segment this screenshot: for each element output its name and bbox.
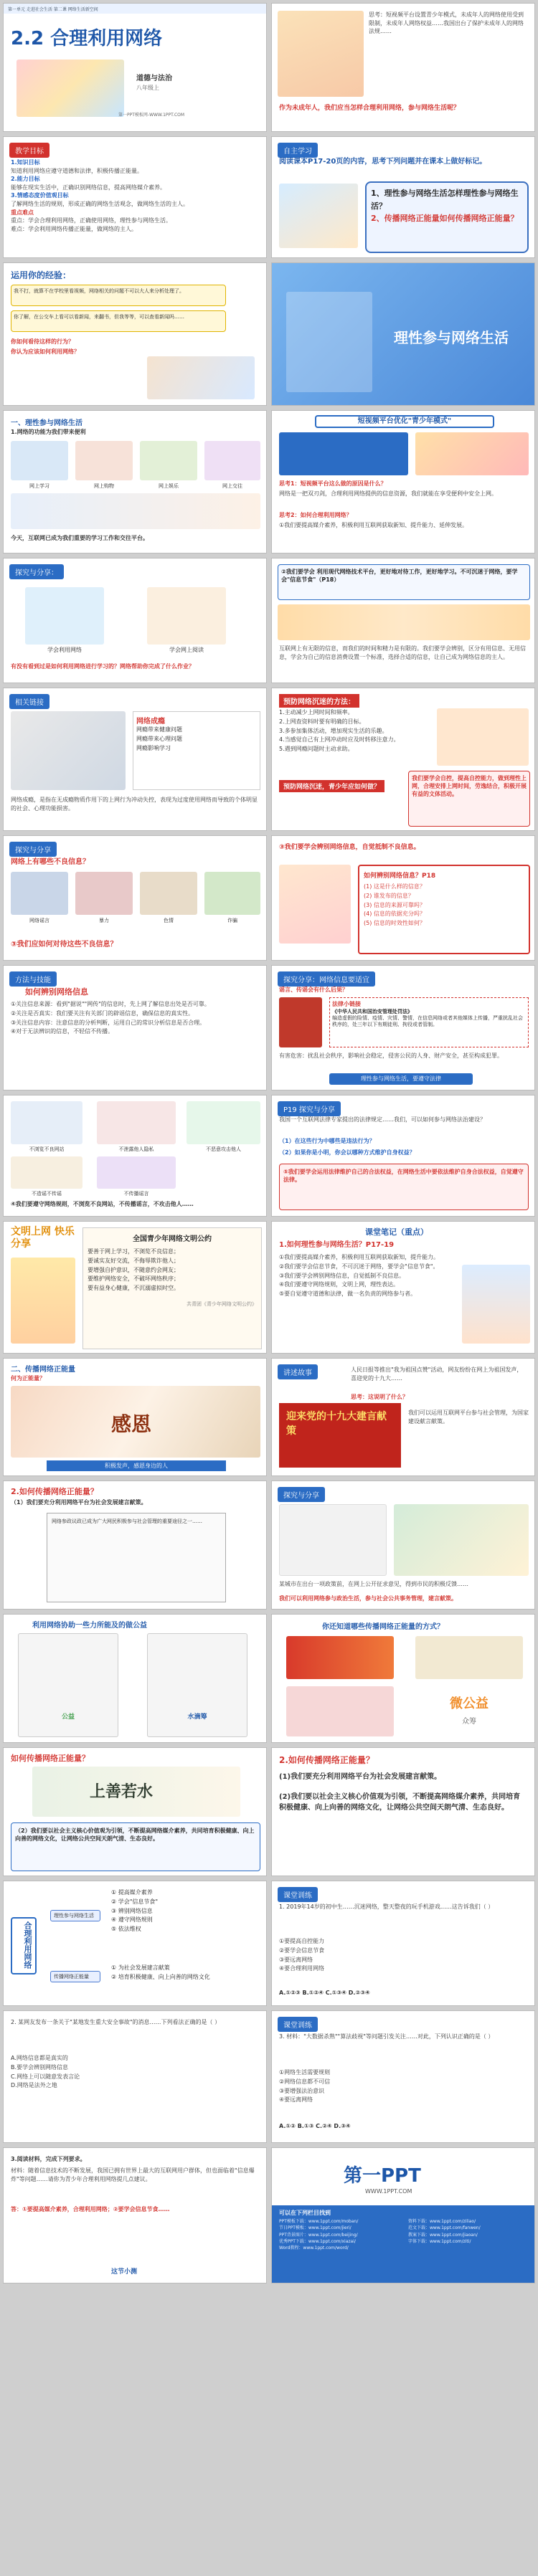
- news-panel: [279, 432, 408, 475]
- chapter-bar: 第一单元 走进社会生活 第二课 网络生活新空间: [4, 4, 266, 14]
- mindmap-leaf: ① 提高媒介素养: [111, 1889, 153, 1896]
- illustration-student: [462, 1265, 530, 1344]
- law-banner: 理性参与网络生活，要遵守法律: [329, 1073, 473, 1085]
- share-answer: 我们可以利用网络参与政治生活，参与社会公共事务管理，建言献策。: [279, 1595, 457, 1602]
- notes2-title: 2.如何传播网络正能量？: [279, 1755, 374, 1765]
- method-title: 如何辨别网络信息: [25, 987, 88, 997]
- practice-question: 1. 2019年14岁的初中生……沉迷网络，整天整夜的玩手机游戏……这告诉我们（ ）: [279, 1904, 494, 1910]
- slide-self-study: [271, 136, 535, 258]
- obj-line: 了解网络生活的规则，形成正确的网络生活观念，做网络生活的主人。: [11, 200, 189, 207]
- slide-title: [3, 3, 267, 132]
- mindmap-leaf: ④ 遵守网络规则: [111, 1916, 153, 1924]
- prevent-item: 4.当感觉自己有上网冲动时应及时转移注意力。: [279, 736, 400, 743]
- reading-answer: 答：①要提高媒介素养，合理利用网络；②要学会信息节食……: [11, 2206, 170, 2213]
- practice3-option: ①网络生活需要规则: [279, 2069, 331, 2076]
- slide-mindmap: [3, 1881, 267, 2006]
- slide-reading-task: [3, 2147, 267, 2283]
- obj-line: 3.情感态度价值观目标: [11, 192, 69, 199]
- illustration-thinking: [279, 865, 351, 944]
- mindmap-branch-2: 传播网络正能量: [50, 1971, 100, 1982]
- welfare-title: 利用网络协助一些力所能及的做公益: [32, 1622, 147, 1630]
- convention-line: 要增强自护意识，不随意约会网友；: [88, 1266, 179, 1273]
- slide-teen-mode: [271, 410, 535, 553]
- intro-text: 思考：短视频平台设置青少年模式，未成年人的网络使用受到限制，未成年人网络权益……我国出台了保护未成年人的网络法规……: [369, 11, 524, 35]
- slide-addiction: [3, 688, 267, 831]
- addiction-effect: 网瘾带来健康问题: [136, 726, 182, 733]
- addiction-effect: 网瘾影响学习: [136, 744, 171, 751]
- brand-logo: 第一PPT: [344, 2165, 421, 2187]
- img-rule-1: [11, 1101, 82, 1144]
- law-link-box: [329, 997, 529, 1047]
- addiction-panel: [133, 711, 260, 790]
- photo-online-shopping: [75, 441, 133, 480]
- illustration-online-learning: [25, 587, 104, 645]
- prevent-answer: 我们要学会自控，提高自控能力，做到理性上网，合理安排上网时间，劳逸结合，积极开展有益的文体活动。: [408, 771, 530, 827]
- img-welfare-2: [415, 1636, 523, 1679]
- spread-document: 网络参政议政已成为广大网民积极参与社会管理的重要途径之一……: [47, 1513, 226, 1602]
- illustration-phone: [278, 11, 364, 97]
- brand-links-panel: [272, 2205, 534, 2283]
- prevent-item: 2.上网查资料时要有明确的目标。: [279, 718, 365, 725]
- rumor-question: 谣言、传谣会有什么后果？: [279, 987, 348, 993]
- slide-practice-3: [271, 2010, 535, 2143]
- practice-option: ④要合理利用网络: [279, 1965, 325, 1972]
- brand-link[interactable]: PPT背景图片：www.1ppt.com/beijing/: [279, 2232, 358, 2238]
- objectives-list: [11, 158, 259, 233]
- notes-list: [279, 1253, 451, 1299]
- practice3-question: 3. 材料："大数据杀熟""算法歧视"等问题引发关注……对此，下列认识正确的是（ ）: [279, 2033, 494, 2040]
- img-rule-2: [97, 1101, 176, 1144]
- slide-convention: [3, 1221, 267, 1354]
- explore-tab: 探究与分享：: [9, 564, 64, 579]
- label-rule-5: 不传播谣言: [123, 1191, 149, 1197]
- rights-tab: P19 探究与分享: [278, 1101, 341, 1116]
- convention-line: 要维护网络安全，不破坏网络秩序；: [88, 1275, 179, 1283]
- label-rule-2: 不泄露他人隐私: [118, 1146, 154, 1152]
- other-ways-question: 你还知道哪些传播网络正能量的方式？: [322, 1623, 444, 1631]
- convention-line: 要有益身心健康，不沉溺虚拟时空。: [88, 1285, 179, 1292]
- brand-links-col-2: [408, 2218, 530, 2245]
- slide-notes-1: [271, 1221, 535, 1354]
- slide-positive-energy: [3, 1358, 267, 1476]
- gratitude-caption: 积极发声，感恩身边的人: [47, 1460, 226, 1471]
- law-text: 编造虚假的险情、疫情、灾情、警情，在信息网络或者其他媒体上传播，严重扰乱社会秩序的，处三年以下有期徒刑、拘役或者管制。: [332, 1015, 523, 1028]
- brand-link[interactable]: 节日PPT模板：www.1ppt.com/jieri/: [279, 2225, 351, 2231]
- slide-rumor-law: [271, 965, 535, 1090]
- label-read: 学会网上阅读: [169, 647, 204, 653]
- practice2-question: 2. 某网友发布一条关于"某地发生重大安全事故"的消息……下列看法正确的是（ ）: [11, 2019, 221, 2025]
- objectives-tab: 教学目标: [9, 143, 49, 158]
- img-rule-3: [187, 1101, 260, 1144]
- phone-screen-1: [18, 1633, 118, 1737]
- rumor-tab: 探究分享：网络信息要适宜: [278, 971, 375, 987]
- illustration-document: [279, 1504, 387, 1576]
- illustration-cartoon: [11, 1258, 75, 1344]
- teen-q2: 思考2：如何合理利用网络？: [279, 512, 352, 518]
- spread-title: 2.如何传播网络正能量？: [11, 1487, 98, 1496]
- micro-welfare-logo: 微公益: [450, 1696, 489, 1711]
- teen-a2: ①我们要提高媒介素养，积极利用互联网获取新知、提升能力、延伸发展。: [279, 522, 468, 528]
- prevent-item: 1.主动减少上网时间和频率。: [279, 709, 354, 716]
- slide-notes-2: [271, 1747, 535, 1876]
- brand-link[interactable]: PPT模板下载：www.1ppt.com/moban/: [279, 2219, 359, 2224]
- mindmap-leaves-2: [111, 1964, 262, 1982]
- slide-info-diet: [271, 558, 535, 683]
- addiction-heading: 网络成瘾: [136, 718, 165, 726]
- practice2-option: A.网络信息都是真实的: [11, 2055, 68, 2061]
- slide-practice-1: [271, 1881, 535, 2006]
- obj-line: 知道利用网络应遵守道德和法律，积极传播正能量。: [11, 167, 143, 174]
- experience-title: 运用你的经验：: [11, 270, 72, 280]
- section-1-title: 一、理性参与网络生活: [11, 419, 82, 427]
- identify-item: (3) 信息的来源可靠吗？: [364, 901, 425, 908]
- grade-label: 八年级上: [136, 85, 159, 91]
- img-rule-5: [97, 1156, 176, 1189]
- practice-option: ①要提高自控能力: [279, 1938, 325, 1944]
- rules-summary: ④我们要遵守网络规则，不浏览不良网站，不传播谣言，不攻击他人……: [11, 1201, 194, 1207]
- bad-info-question-2: ③我们应如何对待这些不良信息？: [11, 941, 118, 949]
- practice3-choices: A.①② B.①③ C.②④ D.③④: [279, 2123, 351, 2129]
- photo-online-entertainment: [140, 441, 197, 480]
- label-porn: 色情: [164, 918, 174, 923]
- slide-how-spread-2: [3, 1747, 267, 1876]
- slide-public-welfare: [3, 1614, 267, 1743]
- practice3-option: ④要远离网络: [279, 2096, 313, 2104]
- practice3-option: ③要增强法治意识: [279, 2087, 325, 2094]
- law-book-image: [279, 997, 322, 1047]
- section-banner-title: 理性参与网络生活: [394, 329, 509, 346]
- section-2-sub: 何为正能量？: [11, 1375, 45, 1382]
- prevent-item: 3.多参加集体活动，增加现实生活的乐趣。: [279, 727, 388, 734]
- illustration-addiction: [11, 711, 126, 790]
- share-tab: 探究与分享: [278, 1487, 325, 1502]
- teen-mode-header: 短视频平台优化"青少年模式": [315, 415, 494, 428]
- label-study: 网上学习: [29, 483, 49, 489]
- teen-a1: 网络是一把双刃剑，合理利用网络提供的信息资源，我们就能在享受便利中安全上网。: [279, 490, 497, 497]
- mindmap-leaf: ⑤ 依法维权: [111, 1926, 141, 1933]
- brand-link[interactable]: 字体下载：www.1ppt.com/ziti/: [408, 2238, 471, 2244]
- convention-line: 要善于网上学习，不浏览不良信息；: [88, 1248, 179, 1255]
- label-fraud: 诈骗: [227, 918, 237, 923]
- label-rule-1: 不浏览不良网站: [29, 1146, 65, 1152]
- method-item: ④对于无法辨识的信息，不轻信不传播。: [11, 1028, 114, 1035]
- identify-item: (4) 信息的依据充分吗？: [364, 911, 425, 918]
- obj-line: 重点：学会合理利用网络，正确使用网络，理性参与网络生活。: [11, 217, 171, 224]
- brand-links-col-1: [279, 2218, 401, 2251]
- photo-online-study: [11, 441, 68, 480]
- identify-box-title: 如何辨别网络信息？P18: [364, 873, 436, 880]
- notes-item: ①我们要提高媒介素养，积极利用互联网获取新知，提升能力。: [279, 1254, 440, 1260]
- illustration-online-reading: [147, 587, 226, 645]
- illustration-children: [16, 60, 124, 117]
- slide-practice-2: [3, 2010, 267, 2143]
- phone-screen-2: [147, 1633, 247, 1737]
- intro-question: 作为未成年人，我们应当怎样合理利用网络，参与网络生活呢？: [279, 105, 461, 112]
- label-crowdfund: 水滴筹: [187, 1714, 207, 1721]
- law-name: 《中华人民共和国治安管理处罚法》: [332, 1009, 412, 1014]
- practice3-tab: 课堂训练: [278, 2017, 318, 2032]
- rights-q1: （1）在这些行为中哪些是违法行为？: [279, 1138, 375, 1144]
- slide-explore-learn: [3, 558, 267, 683]
- bad-info-question: 网络上有哪些不良信息？: [11, 858, 90, 866]
- identify-answer: ③我们要学会辨别网络信息，自觉抵制不良信息。: [279, 844, 420, 851]
- practice2-options: [11, 2054, 259, 2091]
- method-tab: 方法与技能: [9, 971, 57, 987]
- info-diet-text: 互联网上有无限的信息，而我们的时间和精力是有限的。我们要学会辨别，区分有用信息、无用信息，学会为自己的信息消费设置一个标准，选择合适的信息，让自己成为网络信息的主人。: [279, 645, 526, 660]
- mindmap-leaves-1: [111, 1888, 262, 1934]
- lesson-title: 2.2 合理利用网络: [11, 28, 163, 49]
- label-rumor: 网络谣言: [29, 918, 49, 923]
- img-porn: [140, 872, 197, 915]
- reading-text: 材料：随着信息技术的不断发展，我国已拥有世界上最大的互联网用户群体，但也面临着"信息爆炸"等问题……请你为青少年合理利用网络提几点建议。: [11, 2167, 255, 2182]
- slide-method-skills: [3, 965, 267, 1090]
- slide-network-functions: [3, 410, 267, 553]
- self-study-questions: [365, 181, 529, 253]
- convention-panel: [82, 1227, 262, 1349]
- identify-item: (2) 谁发布的信息？: [364, 892, 414, 899]
- prevent-item: 5.遇到网瘾问题时主动求助。: [279, 746, 354, 753]
- identify-item: (1) 这是什么样的信息？: [364, 883, 425, 890]
- story-answer: 我们可以运用互联网平台参与社会管理，为国家建设献言献策。: [408, 1410, 529, 1425]
- practice-choices: A.①②③ B.①②④ C.①③④ D.②③④: [279, 1990, 370, 1996]
- method-item: ②关注是否真实：我们要关注有关部门的辟谣信息，确保信息的真实性。: [11, 1009, 194, 1017]
- experience-q1: 你如何看待这样的行为？: [11, 338, 74, 345]
- brand-url: WWW.1PPT.COM: [365, 2188, 412, 2195]
- slide-identify-info: [271, 835, 535, 961]
- illustration-kids-phones: [147, 356, 255, 399]
- illustration-study: [279, 184, 358, 248]
- story-banner: 迎来党的十九大建言献策: [279, 1403, 401, 1468]
- practice2-option: D.网络是法外之地: [11, 2082, 57, 2089]
- slide-explore-share: [271, 1481, 535, 1610]
- practice3-option: ②网络信息都不可信: [279, 2078, 331, 2085]
- slide-other-ways: [271, 1614, 535, 1743]
- brand-header: [272, 2148, 534, 2205]
- brand-link[interactable]: 范文下载：www.1ppt.com/fanwen/: [408, 2225, 481, 2231]
- convention-line: 要诚实友好交流，不侮辱欺诈他人；: [88, 1257, 179, 1264]
- section-1-summary: 今天，互联网已成为我们重要的学习工作和交往平台。: [11, 535, 148, 541]
- notes-item: ③我们要学会辨别网络信息，自觉抵制不良信息。: [279, 1272, 405, 1279]
- method-item: ①关注信息来源：看到"据说""网传"的信息时，先上网了解信息出处是否可靠。: [11, 1001, 210, 1007]
- label-social: 网上交往: [222, 483, 242, 489]
- subject-label: 道德与法治: [136, 75, 172, 82]
- prevent-title: 预防网络沉迷的方法：: [279, 694, 359, 708]
- slide-ppt-brand: [271, 2147, 535, 2283]
- footer-text: 第一PPT模板网-WWW.1PPT.COM: [118, 113, 185, 118]
- spread-text: （1）我们要充分利用网络平台为社会发展建言献策。: [11, 1499, 147, 1506]
- prevent-highlight: 预防网络沉迷，青少年应如何做？: [279, 780, 384, 792]
- illustration-teen: [415, 432, 529, 475]
- notes2-a1: (1)我们要充分利用网络平台为社会发展建言献策。: [279, 1773, 442, 1781]
- label-rule-4: 不造谣不传谣: [32, 1191, 62, 1197]
- notes-item: ⑤要自觉遵守道德和法律，做一名负责的网络参与者。: [279, 1291, 417, 1298]
- slide-intro: [271, 3, 535, 132]
- practice-option: ③要远离网络: [279, 1956, 313, 1963]
- explore-question: 有没有看到过是如何利用网络进行学习的？网络帮助你完成了什么作业？: [11, 663, 194, 670]
- slide-experience: [3, 262, 267, 406]
- slide-how-spread-1: [3, 1481, 267, 1610]
- story-question: 思考：这说明了什么？: [351, 1394, 408, 1400]
- rights-text: 我国一个互联网法律专家提出的法律规定……我们，可以如何参与网络法治建设？: [279, 1116, 486, 1123]
- section-2-title: 二、传播网络正能量: [11, 1366, 75, 1374]
- mindmap-leaf: ① 为社会发展建言献策: [111, 1964, 170, 1971]
- crowdfund-label: 众筹: [462, 1718, 476, 1726]
- notes2-a2: (2)我们要以社会主义核心价值观为引领，不断提高网络媒介素养，共同培育积极健康、向上向善的网络文化，让网络公共空间天朗气清、生态良好。: [279, 1793, 521, 1812]
- rights-q2: （2）如果你是小明，你会以哪种方式维护自身权益？: [279, 1149, 415, 1156]
- mindmap-branch-1: 理性参与网络生活: [50, 1910, 100, 1921]
- label-shopping: 网上购物: [94, 483, 114, 489]
- illustration-kid-phone: [437, 708, 529, 766]
- brand-link[interactable]: 教案下载：www.1ppt.com/jiaoan/: [408, 2232, 478, 2238]
- obj-line: 1.知识目标: [11, 159, 40, 166]
- practice-options: [279, 1937, 527, 1974]
- prevent-list: [279, 708, 423, 754]
- practice-tab: 课堂训练: [278, 1887, 318, 1902]
- slide-story: [271, 1358, 535, 1476]
- label-rule-3: 不恶意攻击他人: [206, 1146, 241, 1152]
- img-fraud: [204, 872, 260, 915]
- mindmap-leaf: ② 学会"信息节食": [111, 1898, 159, 1905]
- method-item: ③关注信息内容：注意信息的分析判断，运用自己的常识分析信息是否合理。: [11, 1019, 206, 1026]
- illustration-students: [286, 292, 372, 392]
- reading-title: 3.阅读材料，完成下列要求。: [11, 2156, 86, 2162]
- slide-section-banner: [271, 262, 535, 406]
- practice3-options: [279, 2068, 527, 2105]
- mindmap-leaf: ③ 辨别网络信息: [111, 1907, 153, 1914]
- img-welfare-3: [286, 1686, 394, 1736]
- obj-line: 难点：学会利用网络传播正能量，做网络的主人。: [11, 225, 137, 232]
- label-violence: 暴力: [99, 918, 109, 923]
- story-tab: 讲述故事: [278, 1364, 318, 1379]
- obj-line: 2.能力目标: [11, 176, 40, 183]
- img-rule-4: [11, 1156, 82, 1189]
- related-link-tab: 相关链接: [9, 694, 49, 709]
- slide-network-rules: [3, 1095, 267, 1217]
- slide-prevent-addiction: [271, 688, 535, 831]
- img-welfare-1: [286, 1636, 394, 1679]
- info-diet-point: ②我们要学会 利用现代网络技术平台，更好地对待工作，更好地学习。不可沉迷于网络，要学会"信息节食"（P18）: [278, 564, 530, 600]
- reading-tip: 这节小测: [111, 2268, 138, 2276]
- photo-strip: [11, 493, 260, 529]
- practice2-option: B.要学会辨别网络信息: [11, 2063, 69, 2071]
- identify-box: [358, 865, 530, 954]
- experience-q2: 你认为应该如何利用网络？: [11, 348, 80, 355]
- slide-bad-info: [3, 835, 267, 961]
- mindmap-center: 合理利用网络: [11, 1917, 37, 1974]
- obj-line: 重点难点: [11, 209, 34, 216]
- img-rumor: [11, 872, 68, 915]
- civility-title: 文明上网 快乐分享: [11, 1226, 75, 1250]
- notes-item: ②我们要学会信息节食，不可沉迷于网络，要学会"信息节食"。: [279, 1263, 439, 1270]
- slide-objectives: [3, 136, 267, 258]
- brand-link[interactable]: 优秀PPT下载：www.1ppt.com/xiazai/: [279, 2238, 356, 2244]
- label-entertainment: 网上娱乐: [159, 483, 179, 489]
- spread2-title: 如何传播网络正能量？: [11, 1754, 90, 1763]
- teen-q1: 思考1：短视频平台这么做的原因是什么？: [279, 480, 387, 487]
- illustration-info-diet: [278, 604, 530, 640]
- self-study-tab: 自主学习: [278, 143, 318, 158]
- addiction-effect: 网瘾带来心理问题: [136, 735, 182, 742]
- convention-title: 全国青少年网络文明公约: [133, 1235, 212, 1243]
- bubble-1: 我不打，就算不在学校里看视频，网络相关的问题不可以大人来分析处理了。: [11, 285, 226, 306]
- convention-source: 共青团《青少年网络文明公约》: [187, 1301, 257, 1307]
- rights-answer: ⑤我们要学会运用法律维护自己的合法权益，在网络生活中要依法维护自身合法权益，自觉遵守法律。: [279, 1164, 529, 1210]
- label-learn: 学会利用网络: [47, 647, 82, 653]
- share-text: 某城市在出台一项政策前，在网上公开征求意见，得到市民的积极反馈……: [279, 1581, 468, 1587]
- question-1: 1、理性参与网络生活怎样理性参与网络生活？: [371, 189, 519, 211]
- gratitude-banner-text: 感恩: [111, 1412, 152, 1436]
- brand-links-title: 可以在下列栏目找到: [279, 2210, 331, 2216]
- mindmap-leaf: ② 培育积极健康、向上向善的网络文化: [111, 1973, 210, 1980]
- brand-link[interactable]: Word教程：www.1ppt.com/word/: [279, 2245, 349, 2251]
- spread2-answer: （2）我们要以社会主义核心价值观为引领，不断提高网络媒介素养，共同培育积极健康、向上向善的网络文化，让网络公共空间天朗气清、生态良好。: [11, 1822, 260, 1871]
- photo-online-social: [204, 441, 260, 480]
- brand-link[interactable]: 资料下载：www.1ppt.com/ziliao/: [408, 2219, 476, 2224]
- notes-item: ④我们要遵守网络规则，文明上网，理性表达。: [279, 1281, 400, 1288]
- bubble-2: 你了解，在公交车上看可以看新闻，来翻书，但我等等，可以查看新闻吗……: [11, 310, 226, 332]
- notes-title: 课堂笔记（重点）: [365, 1227, 428, 1237]
- obj-line: 能够在现实生活中，正确识别网络信息，提高网络媒介素养。: [11, 184, 166, 191]
- law-link-title: 法律小链接: [332, 1001, 361, 1007]
- section-1-sub: 1.网络的功能为我们带来便利: [11, 429, 86, 435]
- practice-option: ②要学会信息节食: [279, 1947, 325, 1954]
- addiction-definition: 网络成瘾，是指在无成瘾物质作用下的上网行为冲动失控，表现为过度使用网络而导致的个体明显的社会、心理功能损害。: [11, 797, 258, 812]
- illustration-city: [394, 1504, 529, 1576]
- img-violence: [75, 872, 133, 915]
- practice2-option: C.网络上可以随意发表言论: [11, 2073, 80, 2080]
- ink-painting-text: 上善若水: [90, 1783, 154, 1801]
- story-text: 人民日报等推出"我为祖国点赞"活动，网友纷纷在网上为祖国发声，喜迎党的十九大……: [351, 1367, 523, 1382]
- notes-heading: 1.如何理性参与网络生活？P17-19: [279, 1241, 395, 1249]
- bad-info-tab: 探究与分享: [9, 842, 57, 857]
- rumor-answer: 有害危害：扰乱社会秩序，影响社会稳定，侵害公民的人身、财产安全，甚至构成犯罪。: [279, 1052, 503, 1059]
- self-study-instruction: 阅读课本P17-20页的内容，思考下列问题并在课本上做好标记。: [279, 158, 487, 166]
- method-list: [11, 1000, 259, 1037]
- identify-item: (5) 信息的时效性如何？: [364, 920, 425, 927]
- label-welfare: 公益: [61, 1714, 75, 1721]
- question-2: 2、传播网络正能量如何传播网络正能量？: [371, 214, 519, 224]
- slide-rights: [271, 1095, 535, 1217]
